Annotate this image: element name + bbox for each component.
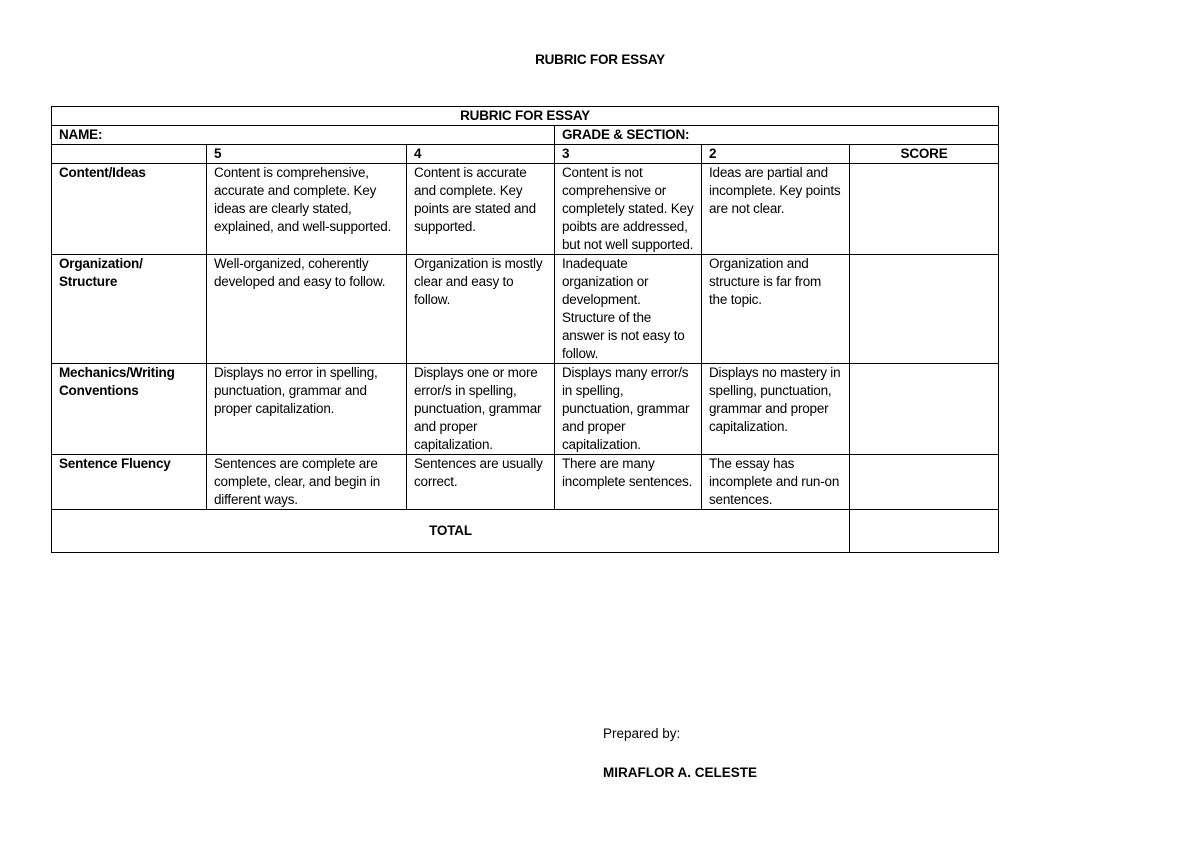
descriptor-cell: Organization is mostly clear and easy to follow. — [407, 255, 555, 364]
total-row — [52, 510, 999, 553]
descriptor-cell: Ideas are partial and incomplete. Key points are not clear. — [702, 164, 850, 255]
score-cell — [850, 364, 999, 455]
score-column-4: 4 — [407, 145, 555, 164]
score-column-5: 5 — [207, 145, 407, 164]
criterion-header-cell — [52, 145, 207, 164]
table-row — [52, 164, 999, 255]
table-title-row — [52, 107, 999, 126]
descriptor-cell: Displays no error in spelling, punctuation, grammar and proper capitalization. — [207, 364, 407, 455]
table-row — [52, 255, 999, 364]
criterion-label: Sentence Fluency — [52, 455, 207, 510]
descriptor-cell: Displays no mastery in spelling, punctuation, grammar and proper capitalization. — [702, 364, 850, 455]
score-cell — [850, 255, 999, 364]
score-cell — [850, 455, 999, 510]
prepared-by-label: Prepared by: — [603, 726, 681, 741]
criterion-label: Mechanics/Writing Conventions — [52, 364, 207, 455]
total-score-cell — [850, 510, 999, 553]
student-info-row — [52, 126, 999, 145]
document-title: RUBRIC FOR ESSAY — [535, 52, 665, 67]
grade-section-label: GRADE & SECTION: — [555, 126, 999, 145]
descriptor-cell: Content is accurate and complete. Key points are stated and supported. — [407, 164, 555, 255]
criterion-label: Organization/ Structure — [52, 255, 207, 364]
descriptor-cell: Content is comprehensive, accurate and complete. Key ideas are clearly stated, explained, and well-supported. — [207, 164, 407, 255]
descriptor-cell: Sentences are usually correct. — [407, 455, 555, 510]
criterion-label: Content/Ideas — [52, 164, 207, 255]
total-label: TOTAL — [52, 510, 850, 553]
preparer-name: MIRAFLOR A. CELESTE — [603, 765, 757, 780]
rubric-table — [51, 106, 999, 553]
descriptor-cell: Content is not comprehensive or completely stated. Key poibts are addressed, but not well supported. — [555, 164, 702, 255]
table-row — [52, 364, 999, 455]
score-header-row — [52, 145, 999, 164]
table-title: RUBRIC FOR ESSAY — [52, 107, 999, 126]
score-header: SCORE — [850, 145, 999, 164]
descriptor-cell: Inadequate organization or development. Structure of the answer is not easy to follow. — [555, 255, 702, 364]
descriptor-cell: Displays one or more error/s in spelling, punctuation, grammar and proper capitalization. — [407, 364, 555, 455]
name-label: NAME: — [52, 126, 555, 145]
descriptor-cell: Displays many error/s in spelling, punctuation, grammar and proper capitalization. — [555, 364, 702, 455]
score-column-3: 3 — [555, 145, 702, 164]
score-column-2: 2 — [702, 145, 850, 164]
descriptor-cell: There are many incomplete sentences. — [555, 455, 702, 510]
table-row — [52, 455, 999, 510]
descriptor-cell: Well-organized, coherently developed and easy to follow. — [207, 255, 407, 364]
score-cell — [850, 164, 999, 255]
descriptor-cell: Organization and structure is far from the topic. — [702, 255, 850, 364]
descriptor-cell: Sentences are complete are complete, clear, and begin in different ways. — [207, 455, 407, 510]
descriptor-cell: The essay has incomplete and run-on sentences. — [702, 455, 850, 510]
